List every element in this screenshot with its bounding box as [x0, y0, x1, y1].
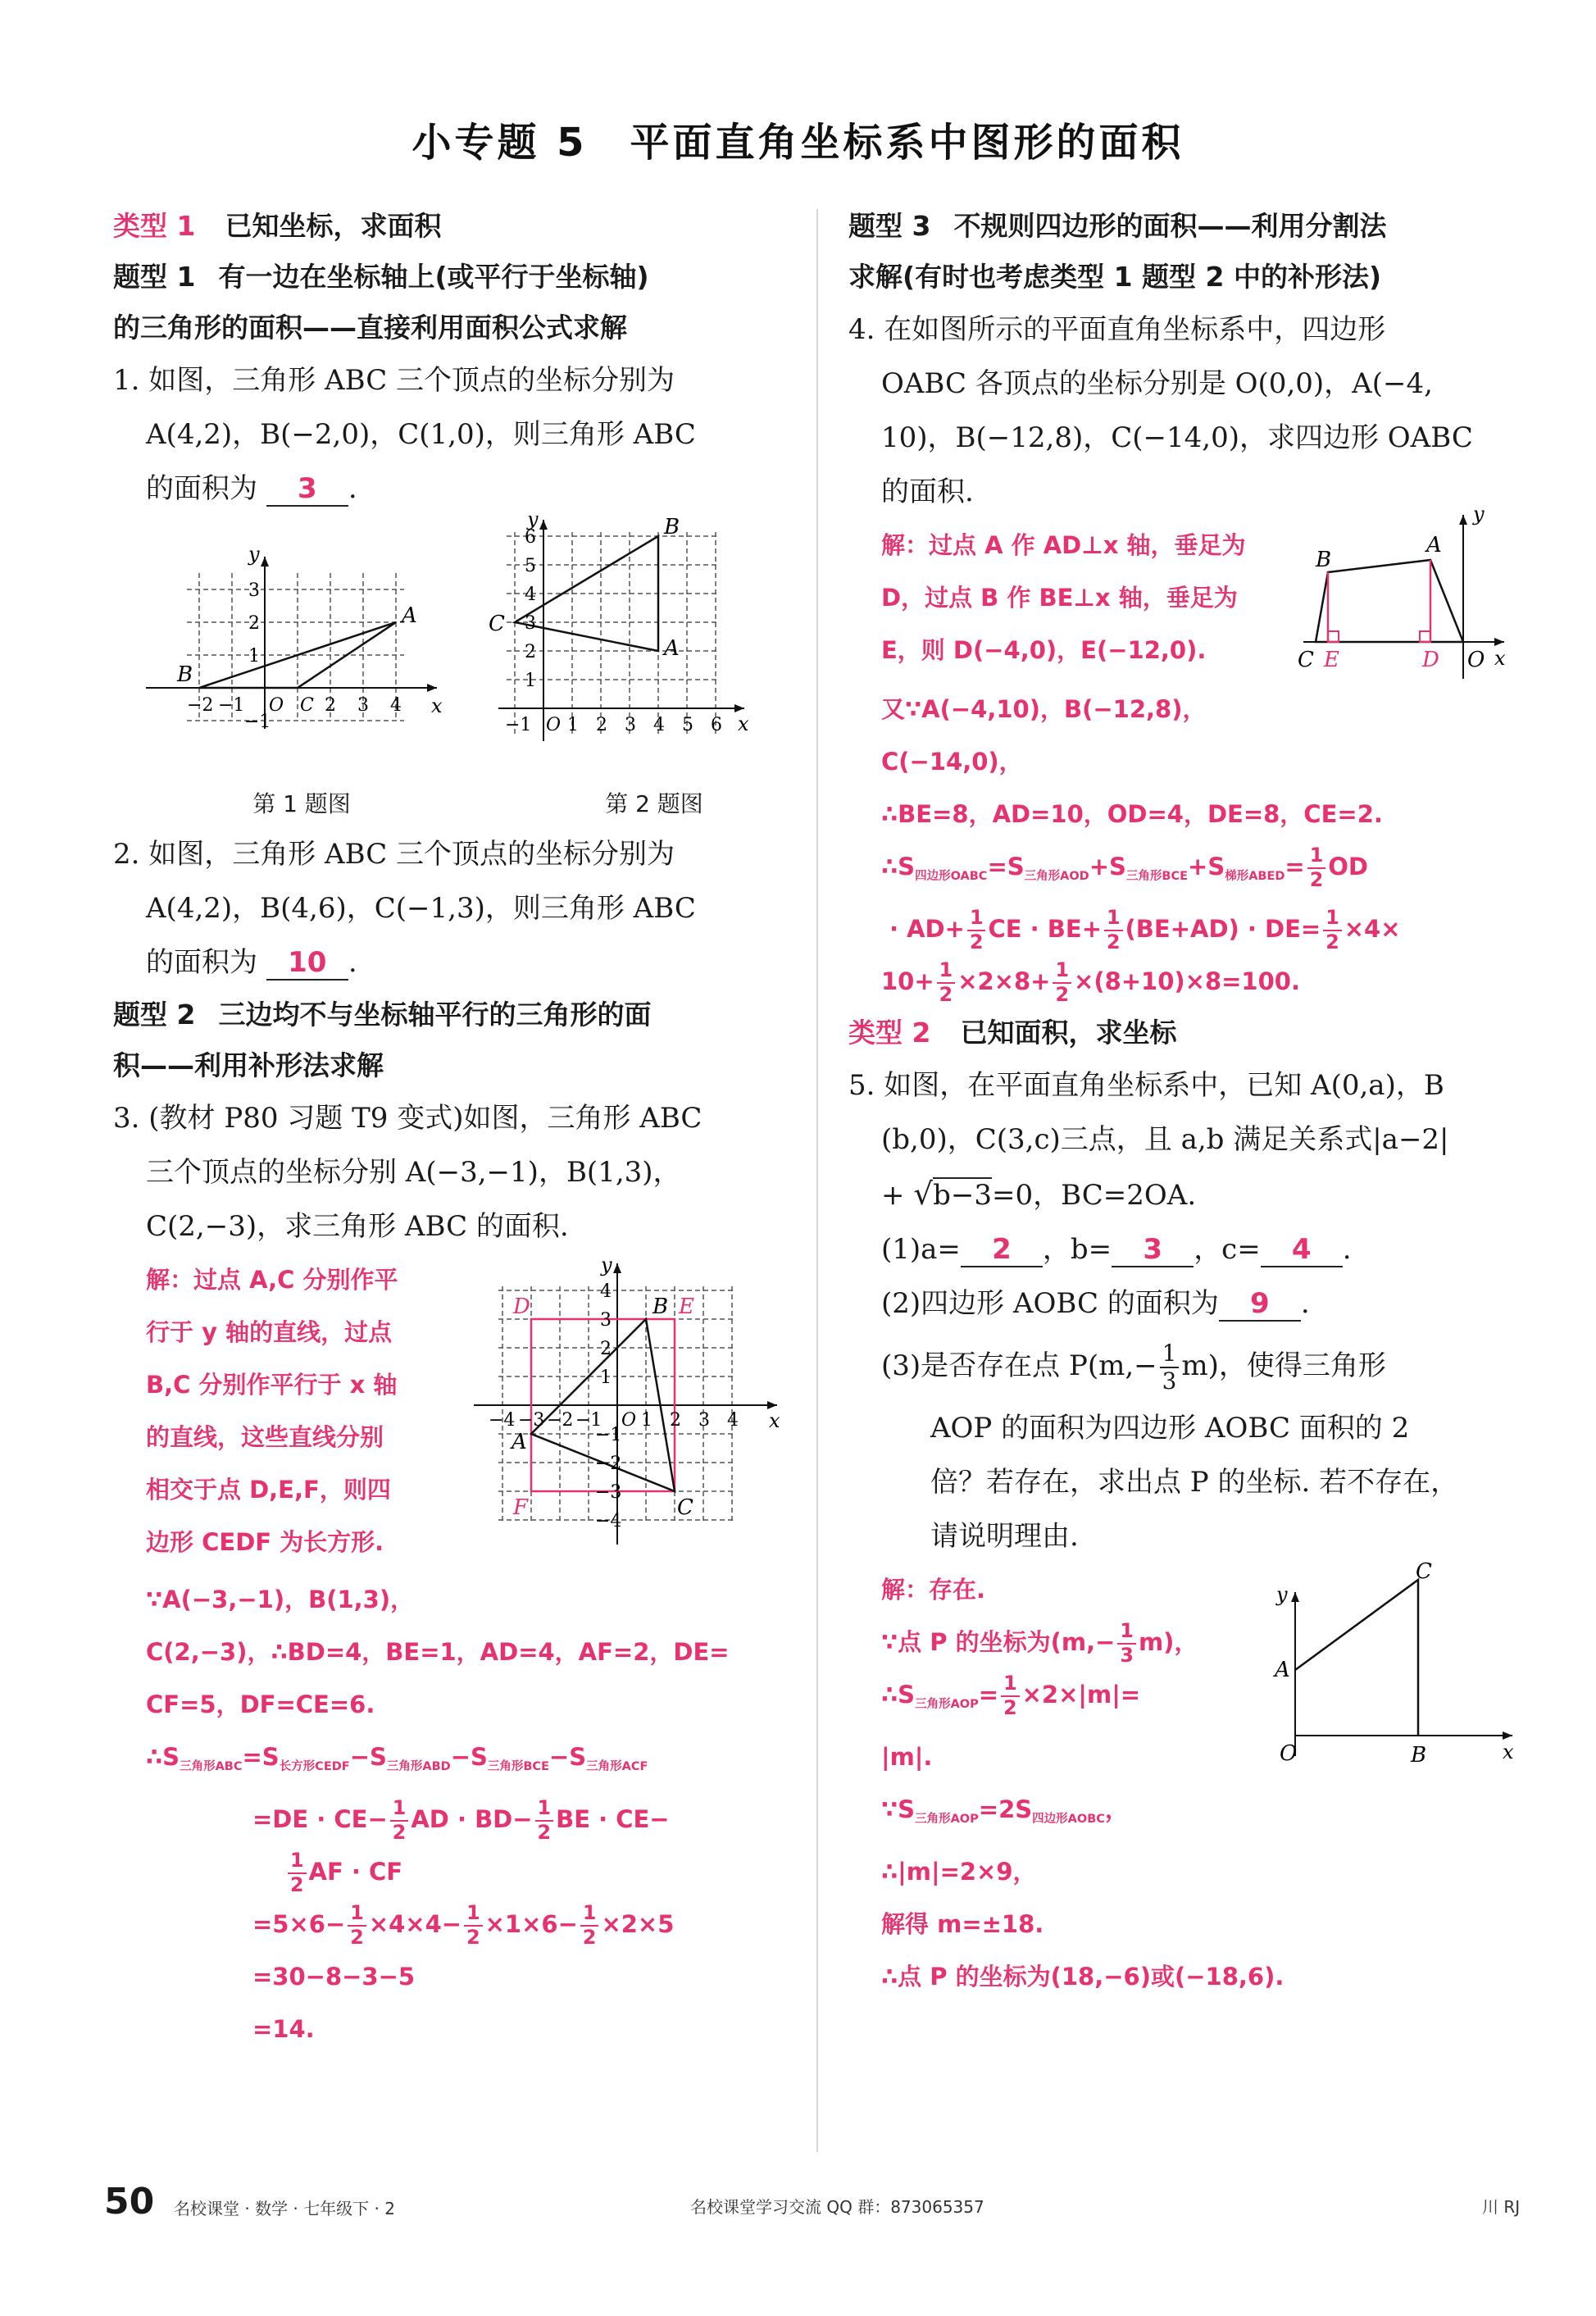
t: .	[1342, 1233, 1352, 1266]
q4-line2: OABC 各顶点的坐标分别是 O(0,0)，A(−4,	[881, 367, 1433, 400]
fig3-C: C	[677, 1495, 693, 1520]
fig3-tick-x: −2	[547, 1410, 574, 1431]
t: 10+	[881, 967, 934, 995]
sol5-line3	[881, 1668, 1284, 1731]
t: · AD+	[889, 915, 965, 943]
topic1-line1: 有一边在坐标轴上(或平行于坐标轴)	[218, 261, 649, 293]
sol3-line: B,C 分别作平行于 x 轴	[146, 1371, 398, 1399]
fig1-tick-x: −2	[187, 695, 214, 716]
topic3-tag: 题型 3	[848, 210, 931, 242]
q5-line3	[848, 1167, 1529, 1222]
fig3-tick-y: 3	[600, 1310, 612, 1331]
question-3	[113, 1091, 793, 1254]
sol5-line5	[881, 1783, 1284, 1845]
sol4-line: 解：过点 A 作 AD⊥x 轴，垂足为	[881, 531, 1246, 559]
t: +	[881, 1179, 914, 1212]
frac	[535, 1796, 554, 1844]
fig1-tick-y: 2	[248, 613, 260, 634]
fig4-B: B	[1316, 548, 1332, 572]
fig5-O: O	[1280, 1741, 1298, 1766]
d: 2	[939, 983, 953, 1006]
q5-part3-line3: 倍？若存在，求出点 P 的坐标. 若不存在，	[930, 1466, 1459, 1499]
frac	[288, 1851, 307, 1895]
d: 2	[350, 1926, 364, 1949]
fig3-tick-x: −1	[575, 1410, 602, 1431]
fig2-tick-y: 1	[525, 671, 536, 691]
figures-1-2	[113, 516, 793, 827]
t: 梯形ABED	[1225, 870, 1285, 883]
left-column	[113, 201, 793, 2055]
q3-solution-body	[113, 1573, 793, 2055]
fig3-tick-x: 2	[670, 1410, 681, 1431]
t: 三角形AOD	[1024, 870, 1089, 883]
fig5-x-label: x	[1503, 1740, 1514, 1763]
t: 三角形ACF	[586, 1760, 648, 1773]
sol5-line8: ∴点 P 的坐标为(18,−6)或(−18,6).	[881, 1963, 1285, 1991]
d: 2	[582, 1926, 597, 1949]
q1-line2: A(4,2)，B(−2,0)，C(1,0)，则三角形 ABC	[146, 418, 696, 451]
frac	[1117, 1619, 1136, 1667]
frac	[464, 1901, 483, 1949]
fig5-A: A	[1275, 1658, 1290, 1682]
fig4-graph	[1291, 503, 1521, 691]
fig1-A: A	[402, 603, 417, 628]
topic3-line1: 不规则四边形的面积——利用分割法	[953, 210, 1387, 242]
d: 3	[1120, 1644, 1134, 1667]
fig5-B: B	[1411, 1743, 1427, 1768]
fig3-tick-y: −1	[595, 1425, 622, 1445]
t: (2)四边形 AOBC 的面积为	[881, 1287, 1219, 1320]
sol3-line: 相交于点 D,E,F，则四	[146, 1476, 391, 1504]
d: 2	[392, 1821, 407, 1844]
q5-part1	[848, 1222, 1529, 1276]
frac	[390, 1796, 409, 1844]
topic1-tag: 题型 1	[113, 261, 196, 293]
fig1-tick-x: 4	[390, 695, 402, 716]
q5-part2	[848, 1276, 1529, 1331]
q5-line2: (b,0)，C(3,c)三点，且 a,b 满足关系式|a−2|	[881, 1123, 1449, 1156]
fig2-caption: 第 2 题图	[605, 790, 703, 817]
n: 1	[937, 961, 956, 984]
sol3-line7: ∵A(−3,−1)，B(1,3)，	[146, 1586, 415, 1613]
fig3-O: O	[621, 1410, 637, 1431]
t: =0，BC=2OA.	[992, 1179, 1197, 1212]
d: 3	[1162, 1367, 1177, 1395]
t: OD	[1328, 853, 1369, 880]
fig3-tick-y: 1	[600, 1367, 612, 1388]
t: 三角形AOP	[915, 1813, 979, 1826]
type1-text: 已知坐标，求面积	[225, 210, 442, 242]
t: =	[1285, 853, 1305, 880]
sqrt-icon: √	[913, 1176, 934, 1212]
t: (3)是否存在点 P(m,−	[881, 1349, 1157, 1382]
fig3-tick-x: −3	[518, 1410, 545, 1431]
t: (1)a=	[881, 1233, 961, 1266]
topic2-heading	[113, 990, 793, 1040]
t: 三角形ABD	[386, 1760, 451, 1773]
fig3-tick-x: 4	[727, 1410, 739, 1431]
q4-line1: 4. 在如图所示的平面直角坐标系中，四边形	[848, 313, 1386, 346]
q3-line3: C(2,−3)，求三角形 ABC 的面积.	[146, 1210, 569, 1243]
d: 2	[466, 1926, 480, 1949]
fig5-C: C	[1416, 1559, 1432, 1584]
sol5-line1: 解：存在.	[881, 1576, 986, 1604]
fig3-tick-y: −4	[595, 1511, 622, 1531]
q3-solution-wrap	[146, 1254, 474, 1568]
fig5-graph	[1258, 1555, 1521, 1777]
fig3-y-label: y	[601, 1254, 612, 1276]
fig2-x-label: x	[738, 712, 749, 735]
fig3-tick-x: 1	[641, 1410, 652, 1431]
sol4-line: E，则 D(−4,0)，E(−12,0).	[881, 636, 1207, 664]
sol4-line4: 又∵A(−4,10)，B(−12,8)，	[881, 695, 1207, 723]
d: 2	[290, 1873, 304, 1896]
fig4-y-label: y	[1473, 503, 1485, 526]
type1-heading	[113, 201, 793, 252]
t: 三角形BCE	[487, 1760, 549, 1773]
sol3-line14: =30−8−3−5	[252, 1963, 416, 1991]
sol3-line12	[146, 1845, 793, 1898]
t: =5×6−	[252, 1910, 346, 1938]
t: ×1×6−	[484, 1910, 578, 1938]
n: 1	[580, 1904, 599, 1927]
fig2-tick-x: 1	[567, 715, 579, 735]
q5-answer-b: 3	[1112, 1233, 1194, 1267]
t: ×4×4−	[368, 1910, 462, 1938]
question-2	[113, 827, 793, 990]
sol5-line4: |m|.	[881, 1743, 933, 1771]
q2-line3	[113, 935, 793, 990]
n: 1	[535, 1799, 554, 1822]
fig1-tick-x: C	[300, 695, 314, 716]
fig2-C: C	[489, 612, 505, 636]
n: 1	[1323, 908, 1342, 931]
n: 1	[1117, 1622, 1136, 1645]
fig2-A: A	[664, 636, 680, 661]
d: 2	[969, 930, 984, 953]
fig1-tick-x: O	[269, 695, 284, 716]
sol3-line: 的直线，这些直线分别	[146, 1423, 384, 1451]
sol5-line6: ∴|m|=2×9，	[881, 1858, 1037, 1886]
sol5-wrap	[881, 1563, 1284, 2003]
t: ∵点 P 的坐标为(m,−	[881, 1628, 1116, 1656]
fig2-tick-x: 4	[653, 715, 665, 735]
fig1-tick-x: −1	[218, 695, 245, 716]
fig4-A: A	[1426, 533, 1442, 557]
q3-line2: 三个顶点的坐标分别 A(−3,−1)，B(1,3)，	[146, 1156, 681, 1189]
frac	[1104, 908, 1123, 953]
fig1-tick-y: 1	[248, 646, 260, 667]
fig2-B: B	[664, 516, 680, 539]
fig3-tick-y: −3	[595, 1482, 622, 1503]
t: 三角形BCE	[1125, 870, 1189, 883]
topic2-tag: 题型 2	[113, 999, 196, 1031]
fig1-tick-y: −1	[244, 712, 271, 732]
fig2-tick-y: 6	[525, 527, 536, 548]
q2-text: 的面积为	[146, 946, 257, 979]
fig3-tick-y: −2	[595, 1454, 622, 1474]
fig3-tick-x: 3	[698, 1410, 710, 1431]
q5-answer-area: 9	[1219, 1287, 1301, 1322]
fig3-E: E	[679, 1295, 694, 1319]
fig3-B: B	[652, 1295, 669, 1319]
frac	[1307, 846, 1326, 890]
t: ×(8+10)×8=100.	[1074, 967, 1300, 995]
q3-line1: 3. (教材 P80 习题 T9 变式)如图，三角形 ABC	[113, 1102, 703, 1135]
t: ×2×|m|=	[1021, 1681, 1141, 1709]
fig1-y-label: y	[248, 543, 260, 566]
fig1-caption: 第 1 题图	[252, 790, 351, 817]
sol3-line: 解：过点 A,C 分别作平	[146, 1266, 398, 1294]
topic3-line2: 求解(有时也考虑类型 1 题型 2 中的补形法)	[848, 261, 1382, 293]
type2-heading	[848, 1008, 1529, 1058]
sol3-line: 边形 CEDF 为长方形.	[146, 1528, 384, 1556]
fig2-tick-y: 2	[525, 642, 536, 662]
fig2-tick-x: 6	[711, 715, 722, 735]
sol3-line9: CF=5，DF=CE=6.	[146, 1690, 375, 1718]
t: ∵S	[881, 1795, 916, 1823]
sol3-line11	[146, 1793, 793, 1845]
q4-solution-head	[848, 503, 1529, 683]
fig3-F: F	[513, 1495, 529, 1520]
frac	[967, 908, 986, 953]
t: ∴S	[146, 1743, 180, 1771]
question-1	[113, 353, 793, 516]
q1-text: 的面积为	[146, 472, 257, 505]
type1-tag: 类型 1	[113, 210, 196, 242]
t: ，c=	[1194, 1233, 1261, 1266]
t: =	[978, 1681, 999, 1709]
fig4-O: O	[1467, 648, 1485, 672]
t: ×2×5	[601, 1910, 675, 1938]
sol4-line5: C(−14,0)，	[881, 748, 1023, 776]
t: =S	[242, 1743, 280, 1771]
q4-line4: 的面积.	[881, 475, 974, 508]
topic1-heading	[113, 252, 793, 303]
t: ∴S	[881, 1681, 916, 1709]
q1-line3	[113, 462, 793, 516]
fig4-C: C	[1298, 648, 1314, 672]
q1-answer: 3	[266, 472, 348, 507]
t: +S	[1089, 853, 1126, 880]
q2-period: .	[348, 946, 357, 979]
t: =S	[987, 853, 1025, 880]
t: AF · CF	[308, 1858, 403, 1886]
sol3-line10	[146, 1731, 793, 1793]
page-footer	[0, 2181, 1596, 2222]
fig2-tick-y: 3	[525, 613, 536, 634]
t: ×4×	[1344, 915, 1401, 943]
type2-text: 已知面积，求坐标	[960, 1017, 1177, 1049]
frac	[937, 958, 956, 1006]
t: m)，使得三角形	[1181, 1349, 1386, 1382]
t: −S	[548, 1743, 587, 1771]
fig2-tick-x: 2	[596, 715, 607, 735]
n: 1	[348, 1904, 366, 1927]
sol3-line13	[146, 1898, 793, 1950]
fig4-D: D	[1422, 648, 1439, 672]
t: ，	[1104, 1795, 1129, 1823]
q5-line1: 5. 如图，在平面直角坐标系中，已知 A(0,a)，B	[848, 1069, 1444, 1102]
fig3-tick-y: 2	[600, 1339, 612, 1359]
d: 2	[1003, 1696, 1017, 1719]
n: 1	[1307, 846, 1326, 869]
sol4-line6: ∴BE=8，AD=10，OD=4，DE=8，CE=2.	[881, 800, 1383, 828]
n: 1	[390, 1799, 409, 1822]
t: =DE · CE−	[252, 1805, 388, 1833]
d: 2	[1055, 983, 1070, 1006]
d: 2	[1309, 868, 1324, 891]
t: .	[1300, 1287, 1310, 1320]
frac	[1323, 908, 1342, 953]
q2-line1: 2. 如图，三角形 ABC 三个顶点的坐标分别为	[113, 838, 675, 871]
topic3-heading	[848, 201, 1529, 252]
t: ∴S	[881, 853, 916, 880]
t: 四边形OABC	[915, 870, 988, 883]
fig2-graph	[482, 516, 810, 786]
sol5-line7: 解得 m=±18.	[881, 1910, 1044, 1938]
q5-solution	[848, 1559, 1529, 1991]
n: 1	[1104, 908, 1123, 931]
frac	[1053, 958, 1071, 1006]
fig3-D: D	[513, 1295, 530, 1319]
t: 三角形ABC	[180, 1760, 243, 1773]
fig2-y-label: y	[527, 516, 539, 530]
d: 2	[537, 1821, 552, 1844]
n: 1	[967, 908, 986, 931]
t: 长方形CEDF	[279, 1760, 350, 1773]
fig3-tick-y: 4	[600, 1281, 612, 1302]
qq-group-info: 名校课堂学习交流 QQ 群：873065357	[690, 2197, 984, 2217]
q5-part3-line4: 请说明理由.	[930, 1520, 1079, 1553]
sol3-line15: =14.	[252, 2015, 315, 2043]
fig2-tick-x: O	[546, 715, 562, 735]
t: −S	[450, 1743, 488, 1771]
d: 2	[1325, 930, 1339, 953]
t: (BE+AD) · DE=	[1125, 915, 1321, 943]
right-column	[848, 201, 1529, 1990]
q5-part3	[848, 1331, 1529, 1401]
t: AD · BD−	[411, 1805, 533, 1833]
n: 1	[1160, 1342, 1180, 1368]
q4-solution-body	[848, 683, 1529, 1008]
fig2-tick-y: 5	[525, 556, 536, 576]
sol4-line8	[881, 903, 1529, 955]
fig3-A: A	[512, 1430, 527, 1454]
sol5-line2	[881, 1616, 1284, 1668]
question-5	[848, 1058, 1529, 1563]
t: m)，	[1138, 1628, 1198, 1656]
frac	[348, 1901, 366, 1949]
t: BE · CE−	[556, 1805, 670, 1833]
fig3-graph	[466, 1254, 793, 1565]
t: ×2×8+	[957, 967, 1051, 995]
n: 1	[1001, 1674, 1020, 1697]
type2-tag: 类型 2	[848, 1017, 931, 1049]
topic1-line2: 的三角形的面积——直接利用面积公式求解	[113, 312, 627, 344]
q1-line1: 1. 如图，三角形 ABC 三个顶点的坐标分别为	[113, 364, 675, 397]
q5-answer-a: 2	[961, 1233, 1043, 1267]
fig4-E: E	[1324, 648, 1339, 672]
fig1-x-label: x	[431, 694, 443, 717]
book-info: 名校课堂 · 数学 · 七年级下 · 2	[174, 2199, 395, 2218]
fig2-tick-x: 3	[625, 715, 636, 735]
fig1-tick-x: 2	[325, 695, 336, 716]
t: 四边形AOBC	[1032, 1813, 1105, 1826]
fig3-x-label: x	[769, 1409, 780, 1432]
t: 三角形AOP	[915, 1698, 979, 1711]
n: 1	[288, 1851, 307, 1874]
q3-solution-head	[113, 1254, 793, 1573]
t: =2S	[978, 1795, 1033, 1823]
q2-line2: A(4,2)，B(4,6)，C(−1,3)，则三角形 ABC	[146, 892, 696, 925]
fig2-tick-y: 4	[525, 585, 536, 605]
sqrt-content: b−3	[933, 1179, 993, 1212]
sol3-line: 行于 y 轴的直线，过点	[146, 1318, 393, 1346]
page-number: 50	[104, 2181, 155, 2223]
q4-line3: 10)，B(−12,8)，C(−14,0)，求四边形 OABC	[881, 421, 1473, 454]
page-title: 小专题 5 平面直角坐标系中图形的面积	[412, 120, 1184, 166]
sol4-line: D，过点 B 作 BE⊥x 轴，垂足为	[881, 584, 1238, 612]
q5-answer-c: 4	[1261, 1233, 1343, 1267]
fig1-tick-x: 3	[357, 695, 369, 716]
t: +S	[1188, 853, 1225, 880]
sol4-line7	[881, 840, 1529, 903]
sol3-line8: C(2,−3)，∴BD=4，BE=1，AD=4，AF=2，DE=	[146, 1638, 730, 1666]
fig5-y-label: y	[1276, 1583, 1288, 1606]
fig2-tick-x: −1	[505, 715, 532, 735]
sol4-wrap	[881, 519, 1246, 676]
sol4-line9	[881, 955, 1529, 1008]
q5-part3-line2: AOP 的面积为四边形 AOBC 面积的 2	[930, 1412, 1410, 1445]
topic2-line1: 三边均不与坐标轴平行的三角形的面	[218, 999, 652, 1031]
d: 2	[1107, 930, 1121, 953]
fig4-x-label: x	[1494, 647, 1506, 670]
frac	[580, 1901, 599, 1949]
t: ，b=	[1042, 1233, 1112, 1266]
n: 1	[1053, 961, 1071, 984]
frac	[1001, 1674, 1020, 1718]
edition-label: 川 RJ	[1482, 2197, 1521, 2217]
frac	[1160, 1342, 1180, 1393]
t: CE · BE+	[988, 915, 1102, 943]
topic2-line2: 积——利用补形法求解	[113, 1049, 384, 1081]
fig2-tick-x: 5	[682, 715, 693, 735]
t: −S	[349, 1743, 387, 1771]
question-4	[848, 303, 1529, 519]
q1-period: .	[348, 472, 357, 505]
column-divider	[816, 209, 818, 2152]
q2-answer: 10	[266, 946, 348, 981]
n: 1	[464, 1904, 483, 1927]
fig3-tick-x: −4	[489, 1410, 516, 1431]
fig1-B: B	[177, 662, 193, 687]
fig1-tick-y: 3	[248, 580, 260, 601]
